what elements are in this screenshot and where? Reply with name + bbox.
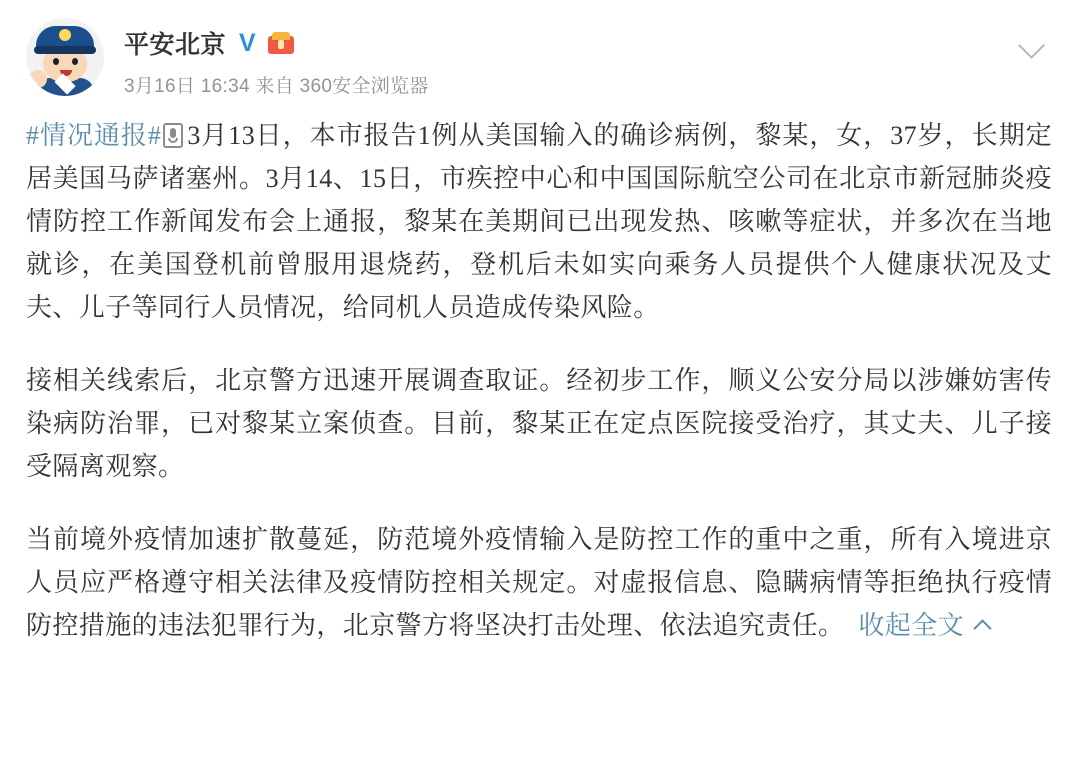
paragraph-1 bbox=[26, 114, 1052, 329]
topic-link[interactable]: #情况通报# bbox=[26, 121, 162, 150]
chevron-up-icon bbox=[976, 618, 990, 632]
avatar-hat-badge bbox=[59, 29, 71, 41]
post-content bbox=[26, 114, 1052, 647]
paragraph-3 bbox=[26, 518, 1052, 647]
post-meta: 3月16日 16:34 来自 360安全浏览器 bbox=[124, 76, 429, 97]
collapse-fulltext-button[interactable] bbox=[858, 611, 990, 640]
verified-icon: V bbox=[239, 28, 256, 57]
paragraph-1-text: 3月13日，本市报告1例从美国输入的确诊病例，黎某，女，37岁，长期定居美国马萨诸塞州。3月14、15日，市疾控中心和中国国际航空公司在北京市新冠肺炎疫情防控工作新闻发布会上通报，黎某在美期间已出现发热、咳嗽等症状，并多次在当地就诊，在美国登机前曾服用退烧药，登机后未如实向乘务人员提供个人健康状况及丈夫、儿子等同行人员情况，给同机人员造成传染风险。 bbox=[26, 121, 1052, 322]
avatar-hand bbox=[29, 70, 47, 88]
microphone-icon bbox=[163, 123, 185, 149]
author-block bbox=[124, 18, 429, 98]
avatar-eye-left bbox=[53, 58, 59, 65]
avatar-hat-brim bbox=[34, 46, 96, 54]
paragraph-2: 接相关线索后，北京警方迅速开展调查取证。经初步工作，顺义公安分局以涉嫌妨害传染病防治罪，已对黎某立案侦查。目前，黎某正在定点医院接受治疗，其丈夫、儿子接受隔离观察。 bbox=[26, 366, 1052, 481]
vip-badge-top bbox=[272, 32, 290, 40]
collapse-label: 收起全文 bbox=[858, 611, 965, 640]
paragraph-3-text: 当前境外疫情加速扩散蔓延，防范境外疫情输入是防控工作的重中之重，所有入境进京人员应严格遵守相关法律及疫情防控相关规定。对虚报信息、隐瞒病情等拒绝执行疫情防控措施的违法犯罪行为，北京警方将坚决打击处理、依法追究责任。 bbox=[26, 525, 1052, 640]
chevron-down-icon[interactable] bbox=[1018, 34, 1048, 54]
post-header bbox=[26, 18, 1052, 98]
author-name-row bbox=[124, 28, 429, 58]
avatar-eye-right bbox=[72, 58, 78, 65]
avatar[interactable] bbox=[26, 18, 104, 96]
vip-badge-dot bbox=[278, 40, 284, 49]
vip-badge-icon bbox=[268, 32, 294, 54]
author-name[interactable]: 平安北京 bbox=[124, 31, 227, 59]
